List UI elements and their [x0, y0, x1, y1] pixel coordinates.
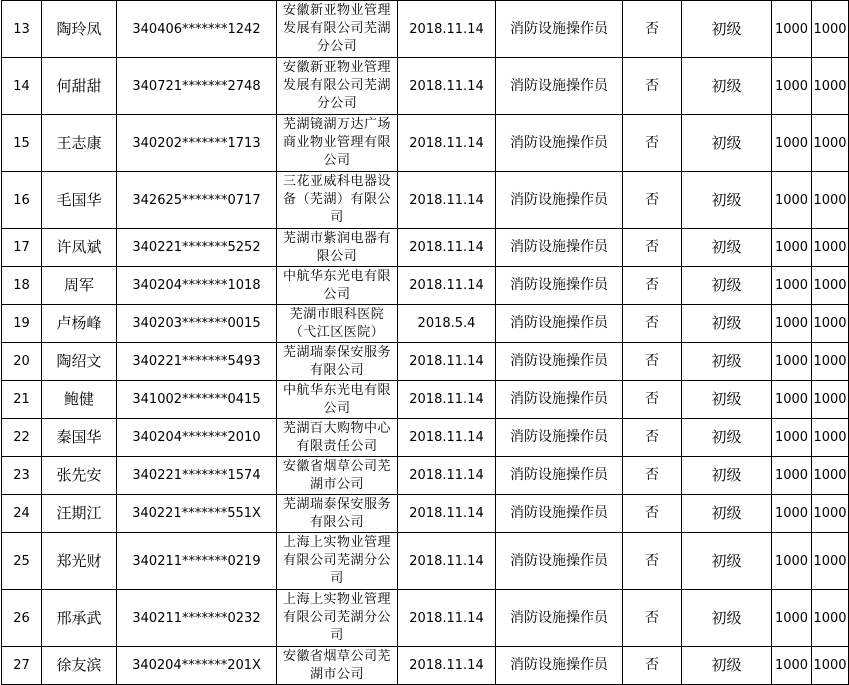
personnel-table: [1, 0, 849, 685]
value1-cell: 1000: [772, 305, 812, 343]
level-cell: 初级: [682, 1, 772, 58]
table-row: [2, 590, 849, 647]
value1-cell: 1000: [772, 229, 812, 267]
value2-cell: 1000: [812, 533, 849, 590]
company-cell: 芜湖镜湖万达广场商业物业管理有限公司: [277, 115, 398, 172]
table-row: [2, 457, 849, 495]
seq-cell: 27: [2, 647, 42, 685]
table-row: [2, 305, 849, 343]
value1-cell: 1000: [772, 381, 812, 419]
table-row: [2, 381, 849, 419]
id-cell: 340211*******0232: [117, 590, 277, 647]
value2-cell: 1000: [812, 495, 849, 533]
date-cell: 2018.11.14: [398, 115, 496, 172]
level-cell: 初级: [682, 495, 772, 533]
name-cell: 陶玲凤: [42, 1, 117, 58]
date-cell: 2018.11.14: [398, 495, 496, 533]
company-cell: 芜湖瑞泰保安服务有限公司: [277, 343, 398, 381]
value2-cell: 1000: [812, 267, 849, 305]
flag-cell: 否: [623, 1, 682, 58]
value1-cell: 1000: [772, 457, 812, 495]
company-cell: 芜湖百大购物中心有限责任公司: [277, 419, 398, 457]
table-row: [2, 419, 849, 457]
value1-cell: 1000: [772, 1, 812, 58]
value1-cell: 1000: [772, 58, 812, 115]
seq-cell: 18: [2, 267, 42, 305]
date-cell: 2018.11.14: [398, 343, 496, 381]
date-cell: 2018.11.14: [398, 58, 496, 115]
name-cell: 周军: [42, 267, 117, 305]
name-cell: 郑光财: [42, 533, 117, 590]
flag-cell: 否: [623, 419, 682, 457]
date-cell: 2018.11.14: [398, 419, 496, 457]
level-cell: 初级: [682, 58, 772, 115]
value1-cell: 1000: [772, 647, 812, 685]
job-cell: 消防设施操作员: [496, 58, 623, 115]
date-cell: 2018.5.4: [398, 305, 496, 343]
company-cell: 中航华东光电有限公司: [277, 267, 398, 305]
name-cell: 秦国华: [42, 419, 117, 457]
value1-cell: 1000: [772, 590, 812, 647]
value2-cell: 1000: [812, 381, 849, 419]
value1-cell: 1000: [772, 533, 812, 590]
company-cell: 芜湖市紫润电器有限公司: [277, 229, 398, 267]
job-cell: 消防设施操作员: [496, 115, 623, 172]
name-cell: 张先安: [42, 457, 117, 495]
seq-cell: 21: [2, 381, 42, 419]
id-cell: 341002*******0415: [117, 381, 277, 419]
company-cell: 上海上实物业管理有限公司芜湖分公司: [277, 533, 398, 590]
flag-cell: 否: [623, 381, 682, 419]
id-cell: 340203*******0015: [117, 305, 277, 343]
value1-cell: 1000: [772, 419, 812, 457]
level-cell: 初级: [682, 419, 772, 457]
id-cell: 340204*******1018: [117, 267, 277, 305]
name-cell: 鲍健: [42, 381, 117, 419]
name-cell: 许凤斌: [42, 229, 117, 267]
table-row: [2, 495, 849, 533]
name-cell: 徐友滨: [42, 647, 117, 685]
company-cell: 安徽省烟草公司芜湖市公司: [277, 647, 398, 685]
value2-cell: 1000: [812, 419, 849, 457]
id-cell: 340202*******1713: [117, 115, 277, 172]
flag-cell: 否: [623, 590, 682, 647]
date-cell: 2018.11.14: [398, 590, 496, 647]
value2-cell: 1000: [812, 58, 849, 115]
id-cell: 340221*******551X: [117, 495, 277, 533]
table-row: [2, 343, 849, 381]
table-body: [2, 1, 849, 685]
level-cell: 初级: [682, 343, 772, 381]
name-cell: 王志康: [42, 115, 117, 172]
id-cell: 340204*******2010: [117, 419, 277, 457]
company-cell: 安徽新亚物业管理发展有限公司芜湖分公司: [277, 58, 398, 115]
value2-cell: 1000: [812, 343, 849, 381]
level-cell: 初级: [682, 647, 772, 685]
job-cell: 消防设施操作员: [496, 381, 623, 419]
table-row: [2, 229, 849, 267]
flag-cell: 否: [623, 647, 682, 685]
job-cell: 消防设施操作员: [496, 419, 623, 457]
flag-cell: 否: [623, 343, 682, 381]
job-cell: 消防设施操作员: [496, 457, 623, 495]
value2-cell: 1000: [812, 172, 849, 229]
id-cell: 340221*******5252: [117, 229, 277, 267]
job-cell: 消防设施操作员: [496, 647, 623, 685]
company-cell: 安徽省烟草公司芜湖市公司: [277, 457, 398, 495]
flag-cell: 否: [623, 533, 682, 590]
table-row: [2, 58, 849, 115]
seq-cell: 22: [2, 419, 42, 457]
name-cell: 何甜甜: [42, 58, 117, 115]
id-cell: 342625*******0717: [117, 172, 277, 229]
table-row: [2, 172, 849, 229]
name-cell: 汪期江: [42, 495, 117, 533]
level-cell: 初级: [682, 533, 772, 590]
table-row: [2, 533, 849, 590]
job-cell: 消防设施操作员: [496, 1, 623, 58]
seq-cell: 13: [2, 1, 42, 58]
value1-cell: 1000: [772, 495, 812, 533]
seq-cell: 20: [2, 343, 42, 381]
flag-cell: 否: [623, 172, 682, 229]
table-row: [2, 115, 849, 172]
value2-cell: 1000: [812, 1, 849, 58]
company-cell: 安徽新亚物业管理发展有限公司芜湖分公司: [277, 1, 398, 58]
level-cell: 初级: [682, 305, 772, 343]
name-cell: 邢承武: [42, 590, 117, 647]
date-cell: 2018.11.14: [398, 457, 496, 495]
value1-cell: 1000: [772, 267, 812, 305]
company-cell: 芜湖瑞泰保安服务有限公司: [277, 495, 398, 533]
job-cell: 消防设施操作员: [496, 229, 623, 267]
level-cell: 初级: [682, 172, 772, 229]
id-cell: 340721*******2748: [117, 58, 277, 115]
value2-cell: 1000: [812, 457, 849, 495]
value2-cell: 1000: [812, 590, 849, 647]
company-cell: 三花亚威科电器设备（芜湖）有限公司: [277, 172, 398, 229]
value1-cell: 1000: [772, 343, 812, 381]
seq-cell: 23: [2, 457, 42, 495]
seq-cell: 25: [2, 533, 42, 590]
table-row: [2, 1, 849, 58]
value2-cell: 1000: [812, 229, 849, 267]
date-cell: 2018.11.14: [398, 229, 496, 267]
seq-cell: 19: [2, 305, 42, 343]
table-row: [2, 267, 849, 305]
company-cell: 上海上实物业管理有限公司芜湖分公司: [277, 590, 398, 647]
date-cell: 2018.11.14: [398, 172, 496, 229]
job-cell: 消防设施操作员: [496, 495, 623, 533]
job-cell: 消防设施操作员: [496, 343, 623, 381]
date-cell: 2018.11.14: [398, 533, 496, 590]
flag-cell: 否: [623, 305, 682, 343]
level-cell: 初级: [682, 267, 772, 305]
flag-cell: 否: [623, 267, 682, 305]
date-cell: 2018.11.14: [398, 647, 496, 685]
job-cell: 消防设施操作员: [496, 172, 623, 229]
seq-cell: 14: [2, 58, 42, 115]
id-cell: 340204*******201X: [117, 647, 277, 685]
date-cell: 2018.11.14: [398, 1, 496, 58]
value2-cell: 1000: [812, 305, 849, 343]
job-cell: 消防设施操作员: [496, 267, 623, 305]
id-cell: 340211*******0219: [117, 533, 277, 590]
flag-cell: 否: [623, 115, 682, 172]
flag-cell: 否: [623, 229, 682, 267]
name-cell: 卢杨峰: [42, 305, 117, 343]
id-cell: 340406*******1242: [117, 1, 277, 58]
company-cell: 中航华东光电有限公司: [277, 381, 398, 419]
flag-cell: 否: [623, 58, 682, 115]
value1-cell: 1000: [772, 115, 812, 172]
value2-cell: 1000: [812, 115, 849, 172]
name-cell: 毛国华: [42, 172, 117, 229]
value1-cell: 1000: [772, 172, 812, 229]
job-cell: 消防设施操作员: [496, 590, 623, 647]
level-cell: 初级: [682, 590, 772, 647]
seq-cell: 24: [2, 495, 42, 533]
seq-cell: 26: [2, 590, 42, 647]
date-cell: 2018.11.14: [398, 267, 496, 305]
id-cell: 340221*******1574: [117, 457, 277, 495]
level-cell: 初级: [682, 457, 772, 495]
value2-cell: 1000: [812, 647, 849, 685]
flag-cell: 否: [623, 495, 682, 533]
level-cell: 初级: [682, 115, 772, 172]
level-cell: 初级: [682, 381, 772, 419]
job-cell: 消防设施操作员: [496, 305, 623, 343]
flag-cell: 否: [623, 457, 682, 495]
level-cell: 初级: [682, 229, 772, 267]
job-cell: 消防设施操作员: [496, 533, 623, 590]
seq-cell: 17: [2, 229, 42, 267]
company-cell: 芜湖市眼科医院（弋江区医院）: [277, 305, 398, 343]
id-cell: 340221*******5493: [117, 343, 277, 381]
seq-cell: 16: [2, 172, 42, 229]
name-cell: 陶绍文: [42, 343, 117, 381]
date-cell: 2018.11.14: [398, 381, 496, 419]
seq-cell: 15: [2, 115, 42, 172]
table-row: [2, 647, 849, 685]
